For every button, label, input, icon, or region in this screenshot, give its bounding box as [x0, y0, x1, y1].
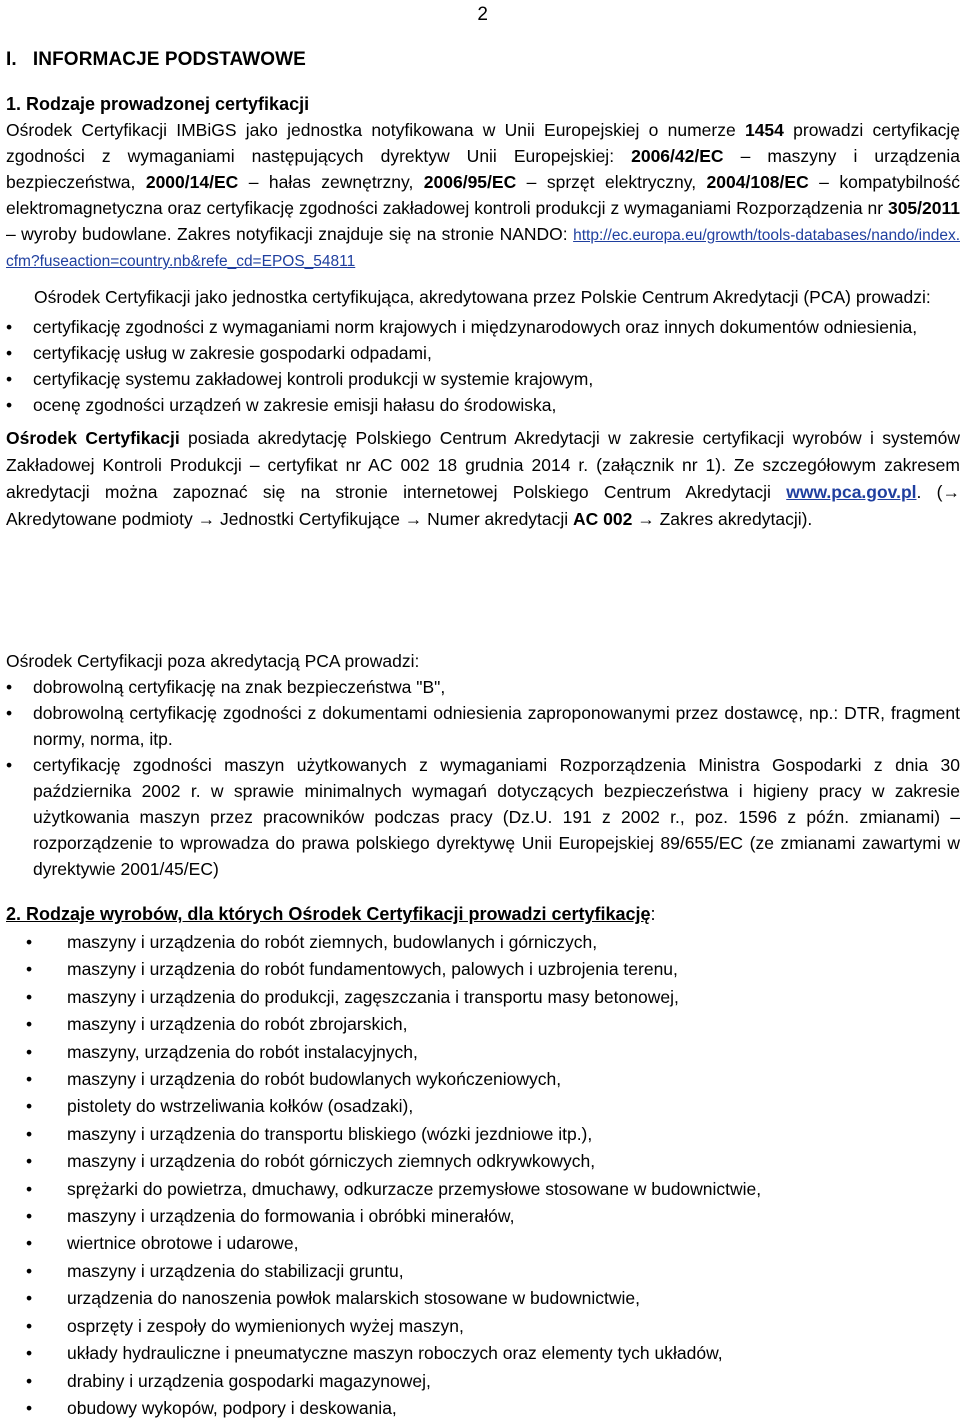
- list-item: • maszyny i urządzenia do produkcji, zagęszczania i transportu masy betonowej,: [6, 984, 960, 1011]
- accreditation-number: AC 002: [573, 509, 633, 529]
- notified-body-paragraph: Ośrodek Certyfikacji IMBiGS jako jednostka notyfikowana w Unii Europejskiej o numerze 1454 prowadzi certyfikację zgodności z wymaganiami następujących dyrektyw Unii Europejskiej: 2006/42/EC – maszyny i urządzenia bezpieczeństwa, 2000/14/EC – hałas zewnętrzny, 2006/95/EC – sprzęt elektryczny, 2004/108/EC – kompatybilność elektromagnetyczna oraz certyfikację zgodności zakładowej kontroli produkcji z wymaganiami Rozporządzenia nr 305/2011 – wyroby budowlane. Zakres notyfikacji znajduje się na stronie NANDO: http://ec.europa.eu/growth/tools-databases/nando/index.cfm?fuseaction=country.nb&refe_cd=EPOS_54811: [6, 120, 960, 270]
- non-pca-intro: Ośrodek Certyfikacji poza akredytacją PCA prowadzi:: [6, 651, 420, 671]
- list-item: • osprzęty i zespoły do wymienionych wyżej maszyn,: [6, 1313, 960, 1340]
- page-number: 2: [477, 4, 488, 25]
- notified-body-number: 1454: [744, 120, 784, 140]
- subsection-2-heading: 2. Rodzaje wyrobów, dla których Ośrodek Certyfikacji prowadzi certyfikację:: [6, 904, 656, 924]
- bullet-icon: •: [26, 1014, 33, 1035]
- list-item: • wiertnice obrotowe i udarowe,: [6, 1230, 960, 1257]
- nando-link[interactable]: http://ec.europa.eu/growth/tools-databases/nando/index.cfm?fuseaction=country.nb&refe_cd=EPOS_54811: [6, 227, 960, 270]
- regulation-cpr: 305/2011: [887, 198, 960, 218]
- section-number: I.: [6, 49, 17, 70]
- list-item: • maszyny i urządzenia do robót ziemnych, budowlanych i górniczych,: [6, 929, 960, 956]
- list-item: • maszyny i urządzenia do robót górniczych ziemnych odkrywkowych,: [6, 1148, 960, 1175]
- pca-website-link[interactable]: www.pca.gov.pl: [786, 482, 917, 502]
- list-item: • certyfikację zgodności z wymaganiami norm krajowych i międzynarodowych oraz innych dokumentów odniesienia,: [6, 314, 960, 340]
- bullet-icon: •: [6, 317, 13, 337]
- list-item: • maszyny i urządzenia do robót zbrojarskich,: [6, 1011, 960, 1038]
- list-item: • maszyny i urządzenia do transportu bliskiego (wózki jezdniowe itp.),: [6, 1121, 960, 1148]
- list-item: • certyfikację zgodności maszyn użytkowanych z wymaganiami Rozporządzenia Ministra Gospodarki z dnia 30 października 2002 r. w sprawie minimalnych wymagań dotyczących bezpieczeństwa i higieny pracy w zakresie użytkowania maszyn przez pracowników podczas pracy (Dz.U. 191 z 2002 r., poz. 1596 z późn. zmianami) – rozporządzenie to wprowadza do prawa polskiego dyrektywę Unii Europejskiej 89/655/EC (ze zmianami zawartymi w dyrektywie 2001/45/EC): [6, 752, 960, 882]
- list-item: • maszyny i urządzenia do robót budowlanych wykończeniowych,: [6, 1066, 960, 1093]
- bullet-icon: •: [6, 395, 13, 415]
- bullet-icon: •: [26, 1178, 33, 1199]
- directive-machinery: 2006/42/EC: [631, 146, 724, 166]
- bullet-icon: •: [26, 1151, 33, 1172]
- product-list: [6, 929, 960, 1422]
- list-item: • sprężarki do powietrza, dmuchawy, odkurzacze przemysłowe stosowane w budownictwie,: [6, 1176, 960, 1203]
- bullet-icon: •: [26, 1206, 33, 1227]
- bullet-icon: •: [26, 1397, 33, 1418]
- accreditation-paragraph: Ośrodek Certyfikacji posiada akredytację Polskiego Centrum Akredytacji w zakresie certyfikacji wyrobów i systemów Zakładowej Kontroli Produkcji – certyfikat nr AC 002 18 grudnia 2014 r. (załącznik nr 1). Ze szczegółowym zakresem akredytacji można zapoznać się na stronie internetowej Polskiego Centrum Akredytacji www.pca.gov.pl. (→ Akredytowane podmioty → Jednostki Certyfikujące → Numer akredytacji AC 002 → Zakres akredytacji).: [6, 428, 960, 529]
- pca-intro: Ośrodek Certyfikacji jako jednostka certyfikująca, akredytowana przez Polskie Centrum Akredytacji (PCA) prowadzi:: [34, 287, 931, 307]
- subsection-1-heading: 1. Rodzaje prowadzonej certyfikacji: [6, 94, 310, 114]
- list-item: • obudowy wykopów, podpory i deskowania,: [6, 1395, 960, 1422]
- bullet-icon: •: [26, 1233, 33, 1254]
- bullet-icon: •: [6, 369, 13, 389]
- bullet-icon: •: [26, 1370, 33, 1391]
- certification-types-block: [6, 91, 960, 273]
- list-item: • maszyny, urządzenia do robót instalacyjnych,: [6, 1039, 960, 1066]
- bullet-icon: •: [26, 1096, 33, 1117]
- bullet-icon: •: [26, 986, 33, 1007]
- non-pca-block: [6, 648, 960, 882]
- directive-noise: 2000/14/EC: [145, 172, 239, 192]
- bullet-icon: •: [6, 703, 13, 723]
- bullet-icon: •: [26, 1343, 33, 1364]
- directive-emc: 2004/108/EC: [706, 172, 809, 192]
- list-item: • układy hydrauliczne i pneumatyczne maszyn roboczych oraz elementy tych układów,: [6, 1340, 960, 1367]
- list-item: • pistolety do wstrzeliwania kołków (osadzaki),: [6, 1093, 960, 1120]
- pca-list: [6, 314, 960, 418]
- list-item: • maszyny i urządzenia do stabilizacji gruntu,: [6, 1258, 960, 1285]
- bullet-icon: •: [6, 343, 13, 363]
- list-item: • certyfikację usług w zakresie gospodarki odpadami,: [6, 340, 960, 366]
- bullet-icon: •: [26, 932, 33, 952]
- list-item: • urządzenia do nanoszenia powłok malarskich stosowane w budownictwie,: [6, 1285, 960, 1312]
- bullet-icon: •: [26, 1315, 33, 1336]
- pca-accredited-block: [6, 284, 960, 533]
- list-item: • maszyny i urządzenia do robót fundamentowych, palowych i uzbrojenia terenu,: [6, 956, 960, 983]
- bullet-icon: •: [26, 1123, 33, 1144]
- bullet-icon: •: [6, 677, 13, 697]
- list-item: • drabiny i urządzenia gospodarki magazynowej,: [6, 1368, 960, 1395]
- list-item: • certyfikację systemu zakładowej kontroli produkcji w systemie krajowym,: [6, 366, 960, 392]
- section-heading: [6, 47, 306, 73]
- list-item: • dobrowolną certyfikację zgodności z dokumentami odniesienia zaproponowanymi przez dostawcę, np.: DTR, fragment normy, norma, itp.: [6, 700, 960, 752]
- bullet-icon: •: [26, 1069, 33, 1090]
- list-item: • ocenę zgodności urządzeń w zakresie emisji hałasu do środowiska,: [6, 392, 960, 418]
- non-pca-list: [6, 674, 960, 882]
- bullet-icon: •: [26, 1288, 33, 1309]
- bullet-icon: •: [26, 959, 33, 980]
- bullet-icon: •: [26, 1041, 33, 1062]
- list-item: • maszyny i urządzenia do formowania i obróbki minerałów,: [6, 1203, 960, 1230]
- bullet-icon: •: [6, 755, 13, 775]
- bullet-icon: •: [26, 1260, 33, 1281]
- section-title: INFORMACJE PODSTAWOWE: [32, 49, 306, 70]
- product-types-block: [6, 901, 960, 1422]
- list-item: • dobrowolną certyfikację na znak bezpieczeństwa "B",: [6, 674, 960, 700]
- directive-lvd: 2006/95/EC: [423, 172, 517, 192]
